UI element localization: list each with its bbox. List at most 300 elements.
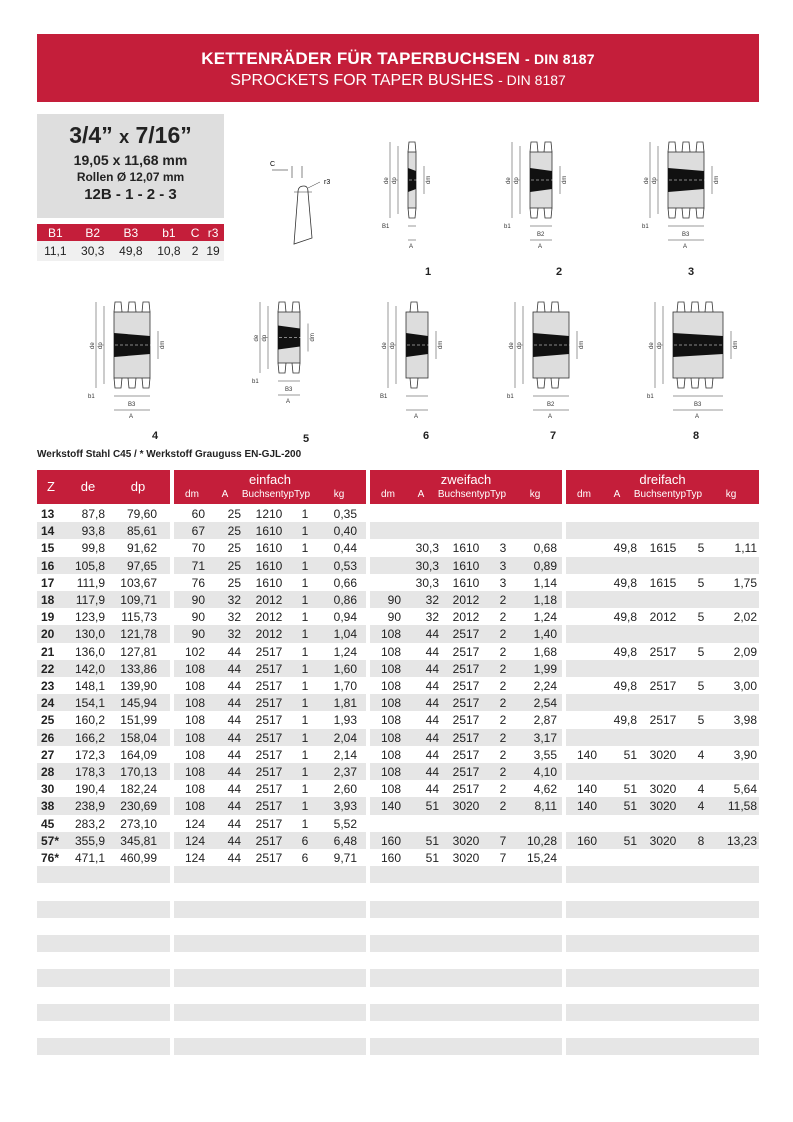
- tooth-profile-drawing: [264, 152, 344, 252]
- cell: 44: [227, 782, 241, 797]
- cell: 2517: [452, 730, 480, 745]
- cell: 160: [380, 851, 401, 865]
- cell: 2012: [649, 610, 677, 625]
- table-row: [37, 539, 759, 556]
- cell: 19: [41, 610, 55, 625]
- table-row: [37, 557, 759, 574]
- cell: 44: [227, 696, 241, 711]
- header-zweifach-a: A: [417, 489, 425, 500]
- cell: 1,99: [533, 661, 557, 676]
- cell: 2012: [255, 627, 283, 642]
- cell: 158,04: [120, 730, 157, 745]
- sprocket-drawing-2: [502, 130, 612, 250]
- cell: 108: [380, 730, 401, 745]
- cell: 2517: [255, 713, 283, 728]
- drawing-number-8: 8: [692, 430, 700, 442]
- chain-size: 3/4” x 7/16”: [69, 122, 192, 148]
- cell: 0,89: [533, 558, 557, 573]
- cell: 2517: [255, 696, 283, 711]
- row-shade: [566, 935, 759, 952]
- cell: 1,18: [533, 593, 557, 607]
- cell: 190,4: [74, 782, 105, 797]
- svg-text:B1: B1: [380, 394, 388, 400]
- cell: 182,24: [120, 782, 157, 797]
- cell: 44: [227, 747, 241, 762]
- cell: 2517: [452, 713, 480, 728]
- cell: 140: [576, 799, 597, 814]
- cell: 2,60: [333, 782, 357, 797]
- cell: 76: [191, 575, 205, 590]
- cell: 2: [499, 661, 507, 676]
- svg-text:de: de: [90, 342, 96, 349]
- roller-diameter: Rollen Ø 12,07 mm: [76, 170, 185, 184]
- cell: 44: [227, 661, 241, 676]
- svg-text:A: A: [286, 399, 291, 405]
- cell: 44: [227, 765, 241, 779]
- cell: 70: [191, 541, 205, 556]
- cell: 3020: [649, 782, 677, 797]
- cell: 15,24: [526, 851, 557, 865]
- cell: 13,23: [726, 833, 757, 848]
- svg-text:dm: dm: [438, 340, 444, 349]
- row-shade: [566, 660, 759, 677]
- cell: 1,70: [333, 679, 357, 693]
- cell: 79,60: [126, 507, 157, 521]
- cell: 85,61: [126, 524, 157, 539]
- cell: 2517: [452, 644, 480, 659]
- cell: 44: [425, 713, 439, 728]
- cell: 108: [380, 661, 401, 676]
- svg-text:dm: dm: [579, 340, 585, 349]
- dim-value-b2: 30,3: [74, 241, 112, 261]
- cell: 460,99: [120, 851, 157, 865]
- table-row: [37, 987, 759, 1004]
- cell: 7: [499, 833, 507, 848]
- cell: 109,71: [120, 593, 157, 607]
- cell: 238,9: [74, 799, 105, 814]
- cell: 87,8: [81, 507, 105, 521]
- cell: 0,66: [333, 575, 357, 590]
- material-note: Werkstoff Stahl C45 / * Werkstoff Grauguss EN-GJL-200: [37, 449, 302, 460]
- cell: 172,3: [74, 747, 105, 762]
- cell: 3: [499, 558, 507, 573]
- dim-header-b3: B3: [112, 224, 150, 241]
- cell: 2: [499, 593, 507, 607]
- svg-text:A: A: [538, 244, 543, 250]
- dim-value-b1: 11,1: [37, 241, 74, 261]
- cell: 97,65: [126, 558, 157, 573]
- cell: 108: [184, 661, 205, 676]
- cell: 5: [697, 610, 705, 625]
- table-row: [37, 952, 759, 969]
- cell: 90: [387, 593, 401, 607]
- cell: 2: [499, 730, 507, 745]
- table-row: [37, 660, 759, 677]
- cell: 1: [301, 696, 309, 711]
- svg-text:dp: dp: [262, 334, 268, 342]
- drawing-number-5: 5: [302, 433, 310, 445]
- row-shade: [566, 625, 759, 642]
- chain-size-mm: 19,05 x 11,68 mm: [73, 152, 188, 168]
- cell: 3020: [452, 833, 480, 848]
- header-dreifach-dm: dm: [577, 489, 591, 500]
- svg-text:A: A: [414, 414, 419, 420]
- cell: 2,37: [333, 765, 357, 779]
- chain-designation: 12B - 1 - 2 - 3: [84, 186, 177, 203]
- sprocket-drawing-1: [380, 130, 460, 250]
- cell: 345,81: [120, 833, 157, 848]
- cell: 3: [499, 541, 507, 556]
- cell: 1610: [452, 541, 480, 556]
- cell: 3020: [649, 833, 677, 848]
- cell: 108: [380, 765, 401, 779]
- cell: 108: [184, 782, 205, 797]
- cell: 4,62: [533, 782, 557, 797]
- cell: 108: [184, 747, 205, 762]
- cell: 2,14: [333, 747, 357, 762]
- dim-header-b2: B2: [74, 224, 112, 241]
- cell: 30,3: [415, 541, 439, 556]
- cell: 0,94: [333, 610, 357, 625]
- cell: 123,9: [74, 610, 105, 625]
- svg-text:B3: B3: [682, 232, 690, 238]
- row-shade: [370, 935, 562, 952]
- cell: 178,3: [74, 765, 105, 779]
- cell: 140: [576, 782, 597, 797]
- cell: 2: [499, 610, 507, 625]
- cell: 1610: [255, 575, 283, 590]
- cell: 44: [227, 679, 241, 693]
- cell: 15: [41, 541, 55, 556]
- cell: 355,9: [74, 833, 105, 848]
- cell: 93,8: [81, 524, 105, 539]
- cell: 108: [184, 730, 205, 745]
- cell: 44: [227, 799, 241, 814]
- cell: 3,55: [533, 747, 557, 762]
- svg-text:A: A: [548, 414, 553, 420]
- cell: 160: [576, 833, 597, 848]
- header-zweifach-buchsentyp: Buchsentyp: [437, 489, 491, 500]
- cell: 0,40: [333, 524, 357, 539]
- cell: 1,24: [333, 644, 357, 659]
- cell: 108: [380, 782, 401, 797]
- row-shade: [174, 1004, 366, 1021]
- cell: 44: [227, 816, 241, 831]
- dim-value-r3: 19: [202, 241, 224, 261]
- cell: 160,2: [74, 713, 105, 728]
- cell: 102: [184, 644, 205, 659]
- cell: 283,2: [74, 816, 105, 831]
- cell: 1: [301, 558, 309, 573]
- cell: 145,94: [120, 696, 157, 711]
- cell: 5: [697, 713, 705, 728]
- cell: 1,60: [333, 661, 357, 676]
- cell: 2,04: [333, 730, 357, 745]
- cell: 57*: [41, 833, 60, 848]
- chain-spec-box: [37, 114, 224, 218]
- row-shade: [566, 763, 759, 780]
- cell: 117,9: [75, 593, 105, 607]
- cell: 27: [41, 747, 55, 762]
- table-row: [37, 591, 759, 608]
- cell: 44: [425, 696, 439, 711]
- cell: 16: [41, 558, 55, 573]
- cell: 0,53: [333, 558, 357, 573]
- header-zweifach-kg: kg: [529, 489, 541, 500]
- drawing-number-2: 2: [555, 266, 563, 278]
- table-row: [37, 935, 759, 952]
- cell: 10,28: [526, 833, 557, 848]
- svg-text:de: de: [384, 177, 390, 184]
- cell: 4,10: [533, 765, 557, 779]
- svg-text:B1: B1: [382, 224, 390, 230]
- cell: 127,81: [120, 644, 157, 659]
- dim-value-b3: 49,8: [112, 241, 150, 261]
- cell: 108: [380, 679, 401, 693]
- svg-text:de: de: [649, 342, 655, 349]
- svg-text:de: de: [254, 334, 260, 342]
- cell: 30,3: [415, 575, 439, 590]
- cell: 90: [191, 627, 205, 642]
- cell: 2: [499, 627, 507, 642]
- cell: 51: [623, 833, 637, 848]
- cell: 6: [301, 833, 309, 848]
- cell: 1,04: [333, 627, 357, 642]
- cell: 1610: [452, 558, 480, 573]
- cell: 44: [425, 627, 439, 642]
- cell: 91,62: [126, 541, 157, 556]
- cell: 1: [301, 661, 309, 676]
- cell: 2: [499, 799, 507, 814]
- cell: 111,9: [76, 575, 105, 590]
- cell: 26: [41, 730, 55, 745]
- svg-text:b1: b1: [504, 224, 511, 230]
- cell: 0,86: [333, 593, 357, 607]
- cell: 14: [41, 524, 55, 539]
- row-shade: [37, 969, 170, 986]
- cell: 2517: [649, 644, 677, 659]
- cell: 136,0: [74, 644, 105, 659]
- row-shade: [37, 901, 170, 918]
- cell: 3,17: [533, 730, 557, 745]
- cell: 17: [41, 575, 55, 590]
- svg-text:b1: b1: [642, 224, 649, 230]
- svg-text:b1: b1: [88, 394, 95, 400]
- row-shade: [174, 901, 366, 918]
- cell: 30,3: [415, 558, 439, 573]
- cell: 1: [301, 575, 309, 590]
- cell: 1: [301, 730, 309, 745]
- row-shade: [566, 729, 759, 746]
- cell: 130,0: [74, 627, 105, 642]
- cell: 44: [425, 644, 439, 659]
- cell: 44: [227, 644, 241, 659]
- cell: 108: [184, 696, 205, 711]
- table-row: [37, 1021, 759, 1038]
- table-row: [37, 918, 759, 935]
- svg-text:dp: dp: [514, 177, 520, 184]
- svg-text:dp: dp: [652, 177, 658, 184]
- cell: 25: [227, 541, 241, 556]
- table-row: [37, 780, 759, 797]
- cell: 32: [227, 627, 241, 642]
- cell: 1,93: [333, 713, 357, 728]
- row-shade: [566, 522, 759, 539]
- header-zweifach: [370, 470, 562, 504]
- sprocket-drawing-4: [86, 290, 211, 420]
- cell: 1: [301, 610, 309, 625]
- cell: 5: [697, 541, 705, 556]
- cell: 1: [301, 541, 309, 556]
- svg-text:B3: B3: [694, 402, 702, 408]
- cell: 0,68: [533, 541, 557, 556]
- header-de: de: [80, 479, 96, 494]
- header-dp: dp: [130, 479, 146, 494]
- table-row: [37, 574, 759, 591]
- row-shade: [174, 935, 366, 952]
- svg-text:dm: dm: [562, 175, 568, 184]
- row-shade: [566, 901, 759, 918]
- cell: 1: [301, 799, 309, 814]
- cell: 1: [301, 679, 309, 693]
- cell: 2012: [255, 610, 283, 625]
- table-row: [37, 729, 759, 746]
- sprocket-drawing-8: [645, 290, 745, 420]
- cell: 103,67: [120, 575, 157, 590]
- cell: 108: [380, 644, 401, 659]
- drawing-number-3: 3: [687, 266, 695, 278]
- sprocket-drawing-3: [640, 130, 730, 250]
- dim-header-r3: r3: [202, 224, 224, 241]
- table-row: [37, 608, 759, 625]
- cell: 44: [425, 661, 439, 676]
- sprocket-drawing-6: [378, 290, 468, 420]
- svg-text:A: A: [409, 244, 414, 250]
- cell: 4: [697, 782, 705, 797]
- cell: 133,86: [120, 661, 157, 676]
- row-shade: [37, 1038, 170, 1055]
- cell: 1: [301, 713, 309, 728]
- cell: 49,8: [613, 644, 637, 659]
- cell: 5: [697, 644, 705, 659]
- cell: 49,8: [613, 610, 637, 625]
- row-shade: [37, 935, 170, 952]
- cell: 44: [425, 730, 439, 745]
- cell: 2517: [452, 747, 480, 762]
- cell: 2: [499, 644, 507, 659]
- cell: 5,52: [333, 816, 357, 831]
- tooth-dimensions-table: [37, 224, 224, 261]
- cell: 51: [623, 782, 637, 797]
- cell: 90: [387, 610, 401, 625]
- cell: 51: [425, 851, 439, 865]
- cell: 2517: [452, 765, 480, 779]
- cell: 5,64: [733, 782, 757, 797]
- table-row: [37, 1004, 759, 1021]
- cell: 3: [499, 575, 507, 590]
- cell: 49,8: [613, 541, 637, 556]
- header-dreifach-typ: Typ: [685, 489, 703, 500]
- header-zweifach-dm: dm: [381, 489, 395, 500]
- cell: 45: [41, 816, 55, 831]
- cell: 1: [301, 644, 309, 659]
- cell: 51: [425, 833, 439, 848]
- svg-text:dp: dp: [392, 177, 398, 184]
- row-shade: [174, 969, 366, 986]
- table-row: [37, 746, 759, 763]
- cell: 51: [623, 747, 637, 762]
- cell: 67: [191, 524, 205, 539]
- title-banner: [37, 34, 759, 102]
- cell: 124: [184, 851, 205, 865]
- header-group-dreifach: dreifach: [639, 472, 686, 487]
- header-dreifach-buchsentyp: Buchsentyp: [633, 489, 687, 500]
- header-group-zweifach: zweifach: [440, 472, 492, 487]
- cell: 108: [184, 799, 205, 814]
- header-einfach-dm: dm: [185, 489, 199, 500]
- cell: 142,0: [74, 661, 105, 676]
- header-dreifach-a: A: [613, 489, 621, 500]
- svg-text:dm: dm: [426, 175, 432, 184]
- cell: 108: [380, 696, 401, 711]
- table-row: [37, 797, 759, 814]
- drawing-number-6: 6: [422, 430, 430, 442]
- cell: 44: [425, 679, 439, 693]
- cell: 230,69: [120, 799, 157, 814]
- svg-text:B3: B3: [128, 402, 136, 408]
- table-row: [37, 1038, 759, 1055]
- cell: 2517: [452, 627, 480, 642]
- cell: 121,78: [120, 627, 157, 642]
- cell: 166,2: [74, 730, 105, 745]
- row-shade: [370, 866, 562, 883]
- cell: 44: [425, 782, 439, 797]
- cell: 32: [425, 593, 439, 607]
- cell: 2517: [255, 747, 283, 762]
- cell: 2012: [255, 593, 283, 607]
- cell: 471,1: [74, 851, 105, 865]
- table-row: [37, 677, 759, 694]
- cell: 44: [227, 730, 241, 745]
- cell: 2517: [255, 816, 283, 831]
- cell: 28: [41, 765, 55, 779]
- cell: 1610: [255, 541, 283, 556]
- cell: 1,14: [533, 575, 557, 590]
- cell: 1210: [255, 507, 283, 521]
- cell: 2: [499, 747, 507, 762]
- header-dreifach: [566, 470, 759, 504]
- table-row: [37, 643, 759, 660]
- header-einfach-a: A: [221, 489, 229, 500]
- cell: 1: [301, 747, 309, 762]
- row-shade: [566, 866, 759, 883]
- cell: 1,81: [333, 696, 357, 711]
- svg-text:dm: dm: [733, 340, 739, 349]
- cell: 18: [41, 593, 55, 607]
- cell: 105,8: [74, 558, 105, 573]
- cell: 2,54: [533, 696, 557, 711]
- row-shade: [370, 1004, 562, 1021]
- cell: 1: [301, 765, 309, 779]
- cell: 2517: [255, 730, 283, 745]
- cell: 22: [41, 661, 55, 676]
- cell: 13: [41, 507, 55, 521]
- svg-text:A: A: [129, 414, 134, 420]
- row-shade: [566, 1004, 759, 1021]
- dim-header-b1: b1: [150, 224, 188, 241]
- svg-text:b1: b1: [252, 379, 259, 385]
- row-shade: [370, 969, 562, 986]
